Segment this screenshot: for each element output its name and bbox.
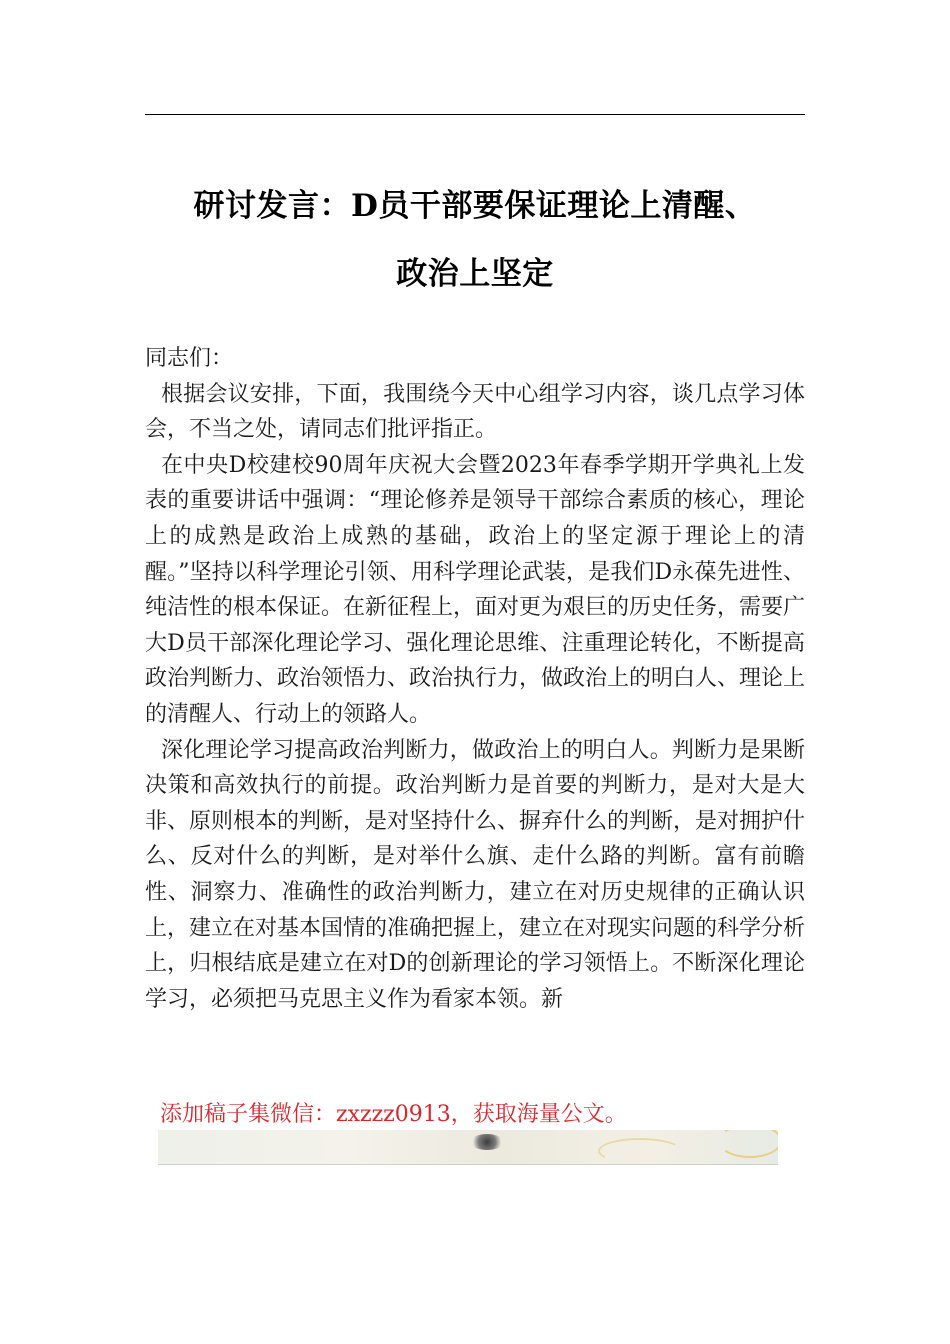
header-rule [145, 114, 805, 115]
gold-swirl [718, 1130, 778, 1158]
promo-text: 添加稿子集微信：zxzzz0913，获取海量公文。 [160, 1102, 627, 1127]
document-title-line1: 研讨发言：D员干部要保证理论上清醒、 [193, 188, 757, 224]
decorative-banner-image [158, 1130, 778, 1165]
paragraph-2: 在中央D校建校90周年庆祝大会暨2023年春季学期开学典礼上发表的重要讲话中强调：“理论修养是领导干部综合素质的核心，理论上的成熟是政治上成熟的基础，政治上的坚定源于理论上的清醒。”坚持以科学理论引领、用科学理论武装，是我们D永葆先进性、纯洁性的根本保证。在新征程上，面对更为艰巨的历史任务，需要广大D员干部深化理论学习、强化理论思维、注重理论转化，不断提高政治判断力、政治领悟力、政治执行力，做政治上的明白人、理论上的清醒人、行动上的领路人。 [145, 452, 806, 727]
salutation: 同志们： [145, 346, 234, 371]
gold-swirl [598, 1138, 682, 1164]
document-body [145, 341, 805, 1017]
ink-smudge [470, 1134, 504, 1150]
document-title-line2: 政治上坚定 [396, 256, 554, 292]
paragraph-1: 根据会议安排，下面，我围绕今天中心组学习内容，谈几点学习体会，不当之处，请同志们批评指正。 [145, 381, 805, 443]
paragraph-3: 深化理论学习提高政治判断力，做政治上的明白人。判断力是果断决策和高效执行的前提。政治判断力是首要的判断力，是对大是大非、原则根本的判断，是对坚持什么、摒弃什么的判断，是对拥护什么、反对什么的判断，是对举什么旗、走什么路的判断。富有前瞻性、洞察力、准确性的政治判断力，建立在对历史规律的正确认识上，建立在对基本国情的准确把握上，建立在对现实问题的科学分析上，归根结底是建立在对D的创新理论的学习领悟上。不断深化理论学习，必须把马克思主义作为看家本领。新 [145, 737, 806, 1012]
